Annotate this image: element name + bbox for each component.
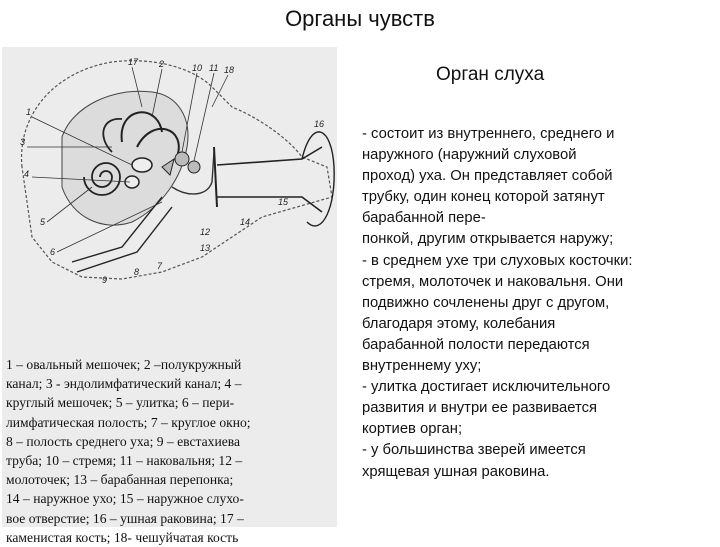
text-line: - состоит из внутреннего, среднего и bbox=[362, 126, 615, 142]
fig-label-7: 7 bbox=[157, 261, 163, 271]
fig-label-12: 12 bbox=[200, 227, 211, 237]
fig-label-17: 17 bbox=[128, 57, 139, 67]
text-line: развития и внутри ее развивается bbox=[362, 400, 598, 417]
fig-label-3: 3 bbox=[20, 137, 26, 147]
text-line: стремя, молоточек и наковальня. Они bbox=[362, 273, 624, 290]
caption-line: вое отверстие; 16 – ушная раковина; 17 – bbox=[6, 510, 244, 526]
slide-title: Органы чувств bbox=[285, 6, 435, 31]
text-line: барабанной пере- bbox=[362, 210, 486, 227]
description-text bbox=[362, 124, 712, 483]
fig-label-16: 16 bbox=[314, 119, 325, 129]
text-line: понкой, другим открывается наружу; bbox=[362, 231, 614, 248]
fig-label-9: 9 bbox=[102, 275, 108, 285]
text-line: подвижно сочленены друг с другом, bbox=[362, 294, 610, 311]
fig-label-5: 5 bbox=[40, 217, 46, 227]
caption-line: каменистая кость; 18- чешуйчатая кость bbox=[6, 529, 239, 545]
fig-label-15: 15 bbox=[278, 197, 289, 207]
text-line: внутреннему уху; bbox=[362, 358, 482, 375]
fig-label-11: 11 bbox=[209, 63, 219, 73]
fig-label-10: 10 bbox=[192, 63, 203, 73]
caption-line: труба; 10 – стремя; 11 – наковальня; 12 – bbox=[6, 453, 243, 469]
fig-label-13: 13 bbox=[200, 243, 211, 253]
caption-line: 8 – полость среднего уха; 9 – евстахиева bbox=[6, 433, 241, 449]
caption-line: молоточек; 13 – барабанная перепонка; bbox=[6, 472, 234, 488]
text-line: благодаря этому, колебания bbox=[362, 315, 556, 332]
fig-label-18: 18 bbox=[224, 65, 235, 75]
text-line: наружного (наружний слуховой bbox=[362, 147, 577, 164]
text-line: трубку, один конец которой затянут bbox=[362, 189, 605, 206]
ear-figure-panel bbox=[2, 47, 337, 545]
caption-line: 14 – наружное ухо; 15 – наружное слухо- bbox=[6, 491, 244, 507]
text-line: хрящевая ушная раковина. bbox=[362, 463, 550, 480]
fig-label-4: 4 bbox=[24, 169, 30, 179]
text-line: - у большинства зверей имеется bbox=[362, 442, 586, 459]
fig-label-2: 2 bbox=[159, 59, 165, 69]
text-line: барабанной полости передаются bbox=[362, 336, 590, 353]
fig-label-14: 14 bbox=[240, 217, 251, 227]
caption-line: круглый мешочек; 5 – улитка; 6 – пери- bbox=[6, 395, 235, 411]
ear-anatomy-diagram bbox=[2, 47, 337, 297]
figure-caption bbox=[6, 355, 332, 547]
fig-label-1: 1 bbox=[26, 107, 32, 117]
text-line: - улитка достигает исключительного bbox=[362, 379, 611, 396]
caption-line: 1 – овальный мешочек; 2 –полукружный bbox=[6, 357, 242, 372]
fig-label-6: 6 bbox=[50, 247, 56, 257]
text-line: проход) уха. Он представляет собой bbox=[362, 168, 613, 185]
caption-line: канал; 3 - эндолимфатический канал; 4 – bbox=[6, 376, 242, 392]
slide-subtitle: Орган слуха bbox=[436, 64, 545, 85]
text-line: - в среднем ухе три слуховых косточки: bbox=[362, 252, 633, 269]
text-line: кортиев орган; bbox=[362, 421, 463, 438]
fig-label-8: 8 bbox=[134, 267, 140, 277]
caption-line: лимфатическая полость; 7 – круглое окно; bbox=[6, 414, 251, 430]
